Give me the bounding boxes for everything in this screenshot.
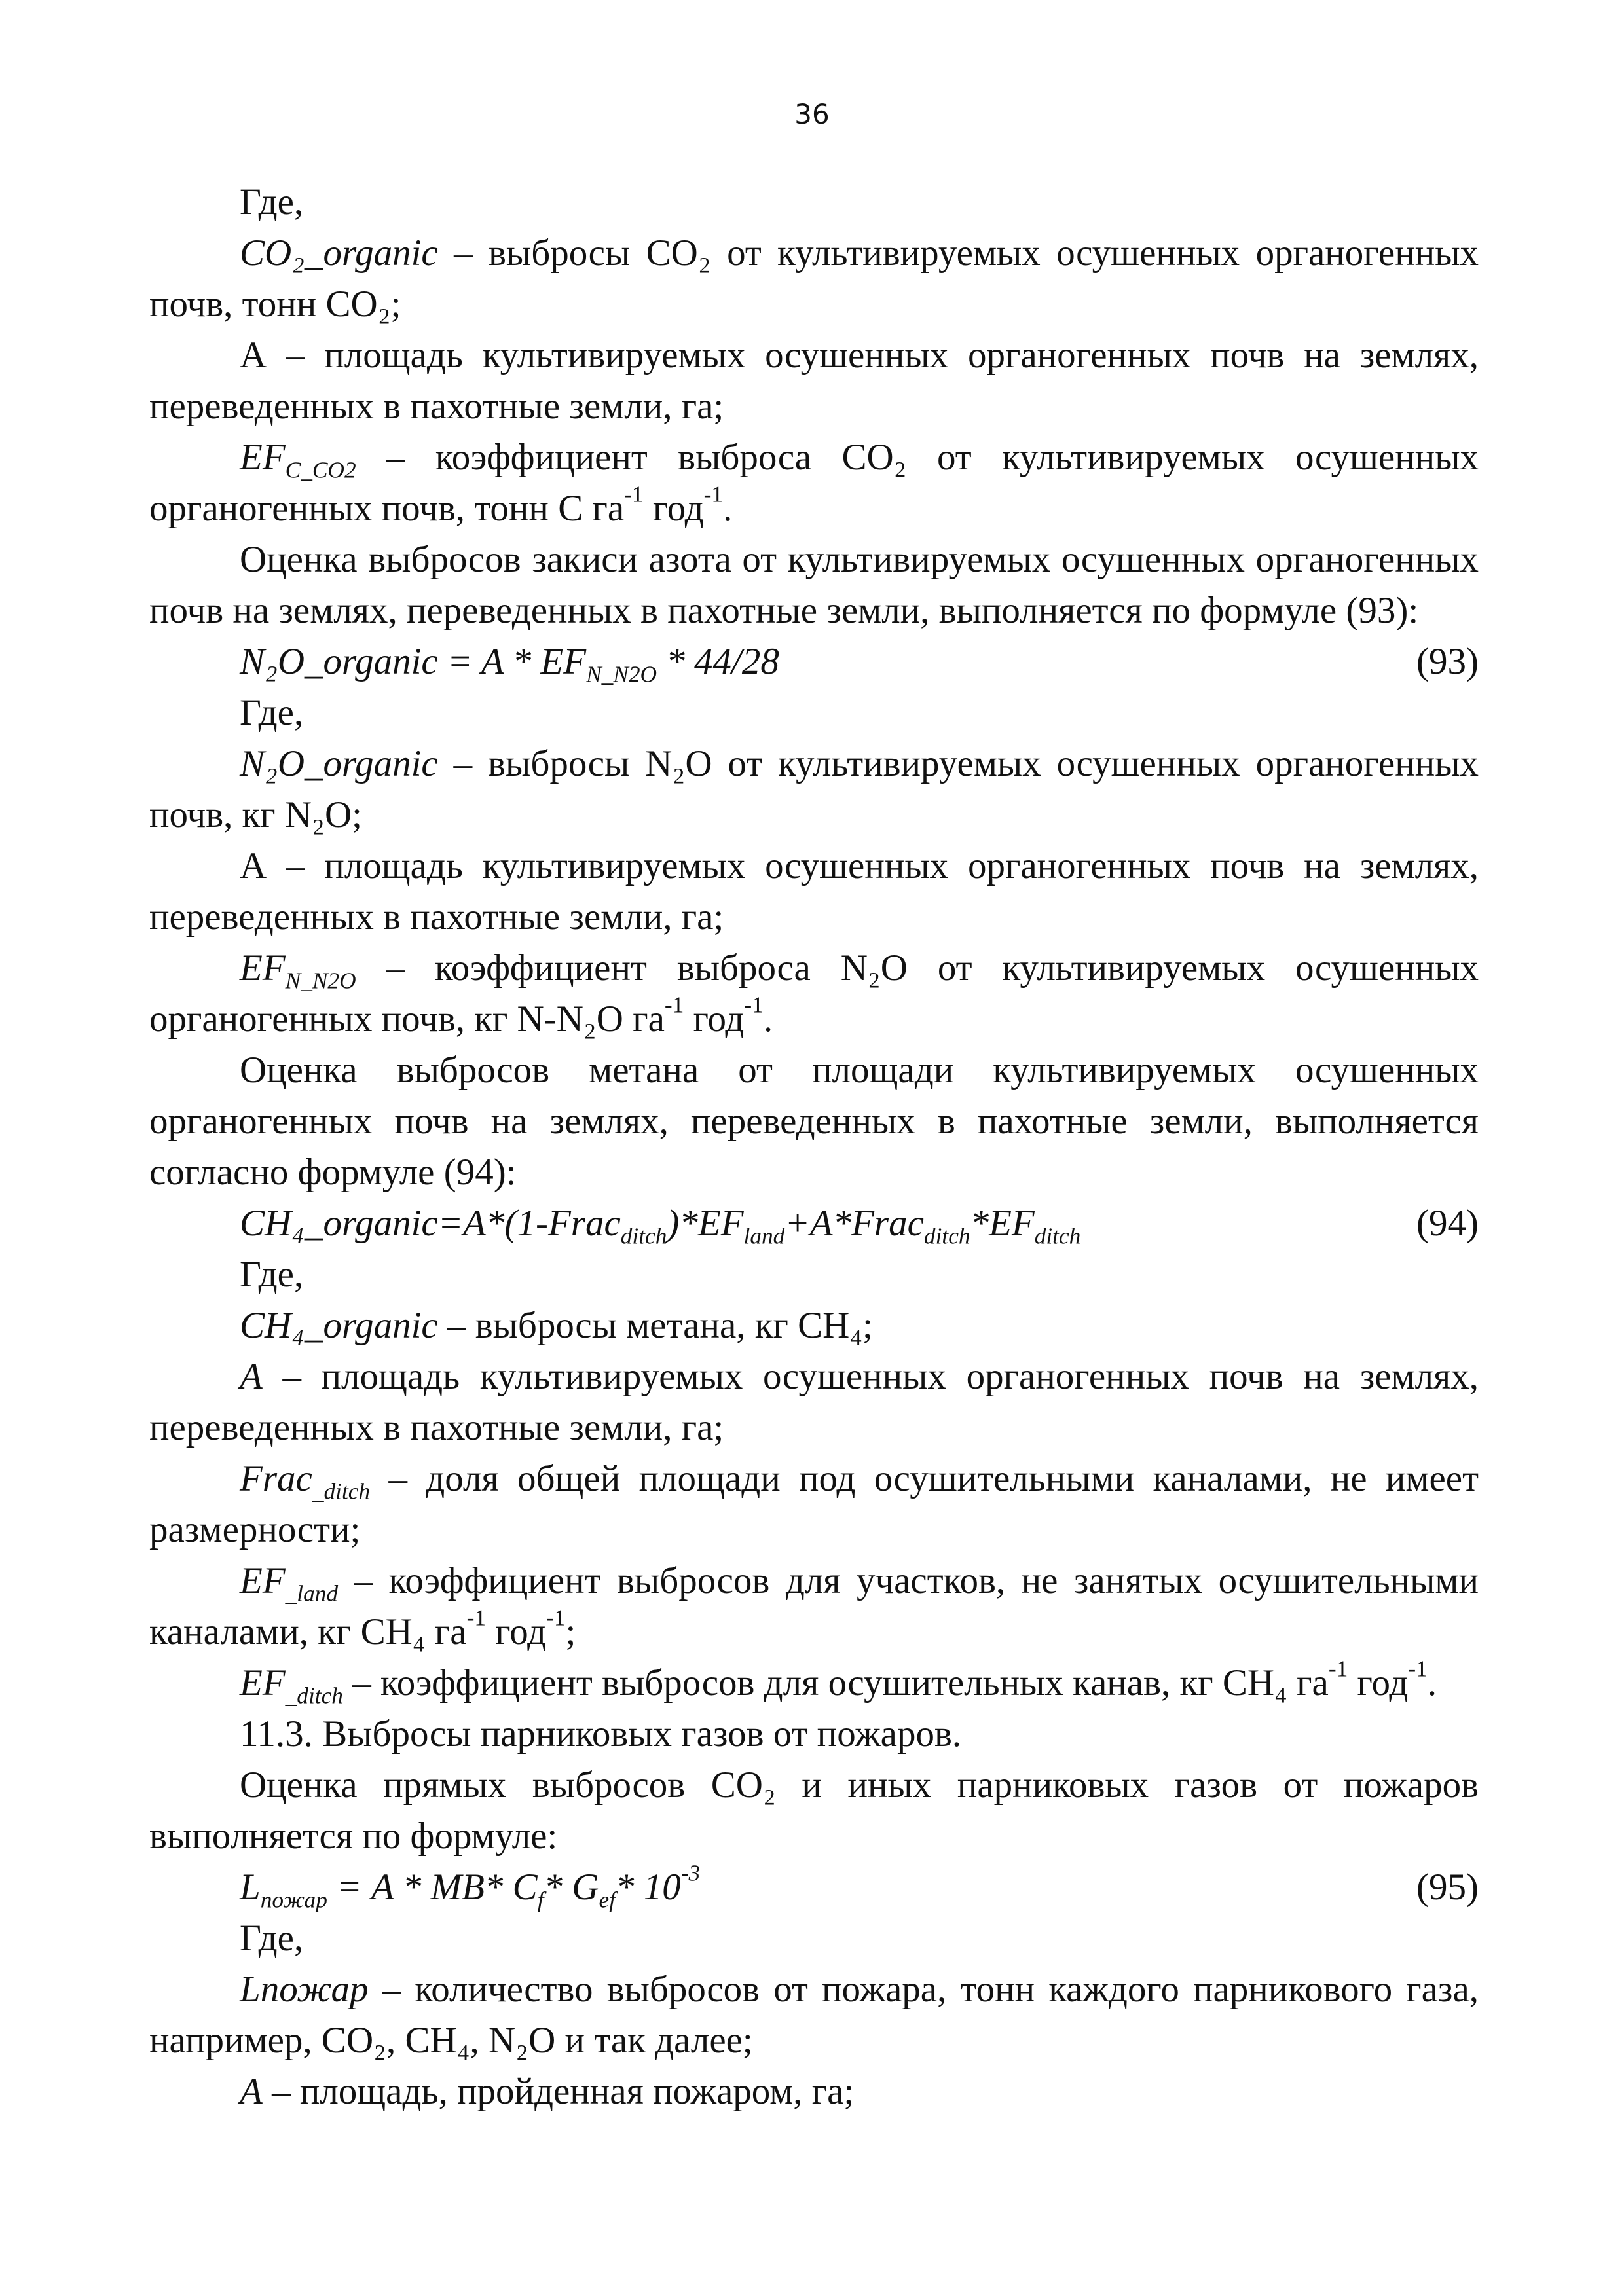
formula-95: $L_{пожар} = A * MB*$ $C_f*$ $G_{ef}*$ $10^{-3}$ (95) (240, 1860, 1479, 1913)
def-area-n2o: А – площадь культивируемых осушенных органогенных почв на землях, переведенных в пахотные земли, га; (149, 845, 1479, 938)
def-l-fire: Lпожар – количество выбросов от пожара, тонн каждого парникового газа, например, CO₂, CH₄, N₂O и так далее; (149, 1969, 1479, 2061)
def-n2o-organic: N₂O_organic – выбросы N₂O от культивируемых осушенных органогенных почв, кг N₂O; (149, 743, 1479, 835)
def-ch4-organic: CH₄_organic – выбросы метана, кг CH₄; (240, 1305, 873, 1346)
formula-93-number: (93) (1416, 641, 1479, 682)
where-label: Где, (240, 1254, 304, 1295)
where-label: Где, (240, 692, 304, 733)
n2o-intro: Оценка выбросов закиси азота от культивируемых осушенных органогенных почв на землях, переведенных в пахотные земли, выполняется по формуле (93): (149, 539, 1479, 631)
ch4-intro: Оценка выбросов метана от площади культивируемых осушенных органогенных почв на землях, переведенных в пахотные земли, выполняется согласно формуле (94): (149, 1049, 1479, 1193)
page-content (149, 177, 1479, 2117)
def-frac-ditch: Frac$_{\_ditch}$ – доля общей площади под осушительными каналами, не имеет размерности; (149, 1458, 1479, 1550)
def-ef-c-co2: $EF_{C\_CO2}$ – коэффициент выброса CO₂ от культивируемых осушенных органогенных почв, тонн С $га^{-1}$ год$^{-1}$. (149, 437, 1479, 529)
fire-intro: Оценка прямых выбросов CO₂ и иных парниковых газов от пожаров выполняется по формуле: (149, 1764, 1479, 1857)
section-heading: 11.3. Выбросы парниковых газов от пожаров. (240, 1713, 962, 1755)
def-area-fire: A – площадь, пройденная пожаром, га; (240, 2071, 855, 2112)
def-co2-organic: CO₂_organic – выбросы CO₂ от культивируемых осушенных органогенных почв, тонн CO₂; (149, 232, 1479, 325)
def-ef-n-n2o: $EF_{N\_N2O}$ – коэффициент выброса N₂O от культивируемых осушенных органогенных почв, кг N-N₂O $га^{-1}$ год$^{-1}$. (149, 947, 1479, 1040)
co2-organic-term: CO₂_organic (240, 232, 438, 274)
def-area-co2: А – площадь культивируемых осушенных органогенных почв на землях, переведенных в пахотные земли, га; (149, 335, 1479, 427)
where-label: Где, (240, 1918, 304, 1959)
formula-93: N₂O_organic = A * $EF_{N\_N2O} * 44/28$ (93) (149, 636, 1479, 687)
def-area-ch4: A – площадь культивируемых осушенных органогенных почв на землях, переведенных в пахотные земли, га; (149, 1356, 1479, 1448)
formula-94: $CH_4\_organic=A*(1-Frac_{ditch})*EF_{land}+A*Frac_{ditch}*EF_{ditch}$ (94) (149, 1198, 1479, 1249)
where-label: Где, (240, 181, 304, 223)
formula-94-number: (94) (1416, 1203, 1479, 1244)
page-number: 36 (794, 98, 830, 130)
def-ef-ditch: $EF_{\_ditch}$ – коэффициент выбросов для осушительных канав, кг CH₄ $га^{-1}$ год$^{-1}$. (240, 1656, 1437, 1709)
def-ef-land: $EF_{\_land}$ – коэффициент выбросов для участков, не занятых осушительными каналами, кг CH₄ $га^{-1}$ год$^{-1}$; (149, 1560, 1479, 1652)
formula-95-number: (95) (1416, 1867, 1479, 1908)
